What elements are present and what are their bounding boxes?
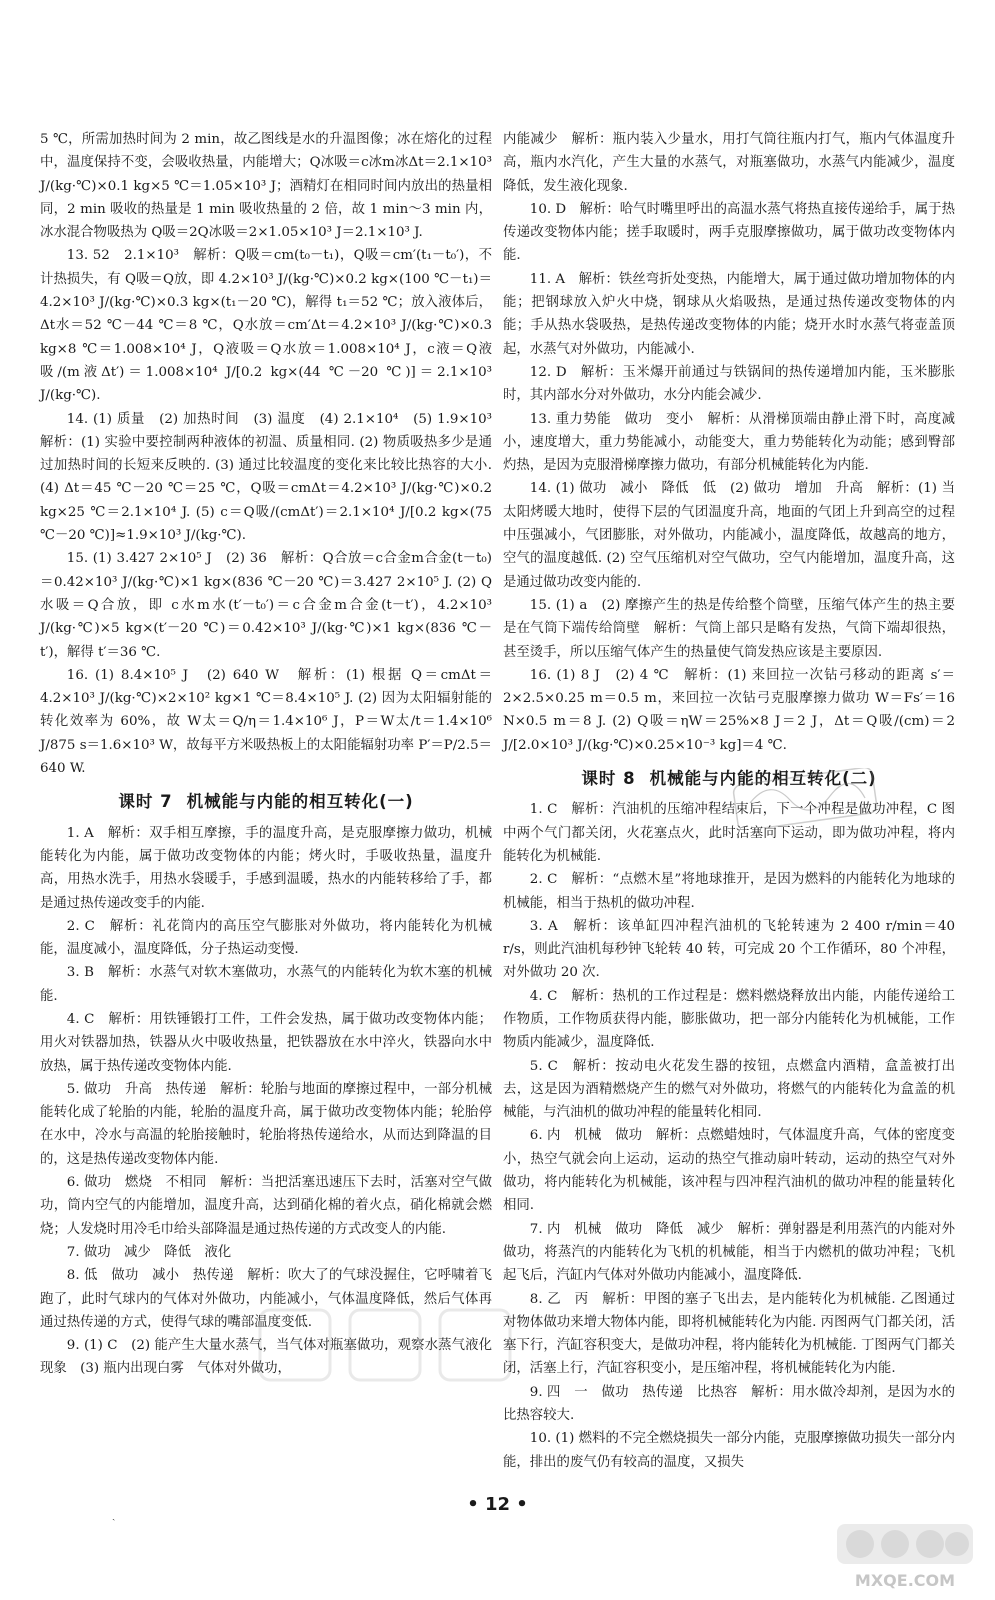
answer-paragraph: 9. 四 一 做功 热传递 比热容 解析：用水做冷却剂，是因为水的比热容较大. bbox=[503, 1384, 955, 1424]
answer-paragraph: 6. 内 机械 做功 解析：点燃蜡烛时，气体温度升高，气体的密度变小，热空气就会向上运动，运动的热空气推动扇叶转动，运动的热空气对外做功，将内能转化为机械能，该冲程与四冲程汽油机的做功冲程的能量转化相同. bbox=[503, 1128, 955, 1214]
answer-paragraph: 15. (1) 3.427 2×10⁵ J (2) 36 解析：Q合放＝c合金m合金(t－t₀)＝0.42×10³ J/(kg·℃)×1 kg×(836 ℃－20 ℃)＝3.427 2×10⁵ J. (2) Q水吸＝Q合放，即 c水m水(t′－t₀′)＝c合金m合金(t－t′)，4.2×10³ J/(kg·℃)×5 kg×(t′－20 ℃)＝0.42×10³ J/(kg·℃)×1 kg×(836 ℃－t′)，解得 t′＝36 ℃. bbox=[40, 551, 492, 660]
answer-paragraph: 7. 内 机械 做功 降低 减少 解析：弹射器是利用蒸汽的内能对外做功，将蒸汽的内能转化为飞机的机械能，相当于内燃机的做功冲程；飞机起飞后，汽缸内气体对外做功内能减小，温度降低. bbox=[503, 1221, 955, 1284]
site-watermark-logo bbox=[835, 1522, 975, 1592]
answer-paragraph: 10. D 解析：哈气时嘴里呼出的高温水蒸气将热直接传递给手，属于热传递改变物体内能；搓手取暖时，两手克服摩擦做功，属于做功改变物体内能. bbox=[503, 201, 955, 264]
section-title: 机械能与内能的相互转化(二) bbox=[649, 769, 877, 789]
answer-paragraph: 5 ℃，所需加热时间为 2 min，故乙图线是水的升温图像；冰在熔化的过程中，温度保持不变，会吸收热量，内能增大；Q冰吸＝c冰m冰Δt＝2.1×10³ J/(kg·℃)×0.1 kg×5 ℃＝1.05×10³ J；酒精灯在相同时间内放出的热量相同，2 min 吸收的热量是 1 min 吸收热量的 2 倍，故 1 min～3 min 内，冰水混合物吸热为 Q吸＝2Q冰吸＝2×1.05×10³ J＝2.1×10³ J. bbox=[40, 132, 492, 241]
handwritten-stamp-graphic bbox=[730, 768, 880, 828]
scan-mark: ˎ bbox=[112, 1510, 116, 1521]
answer-paragraph: 5. 做功 升高 热传递 解析：轮胎与地面的摩擦过程中，一部分机械能转化成了轮胎的内能，轮胎的温度升高，属于做功改变物体内能；轮胎停在水中，冷水与高温的轮胎接触时，轮胎将热传递给水，从而达到降温的目的，这是热传递改变物体内能. bbox=[40, 1081, 492, 1167]
answer-paragraph: 8. 乙 丙 解析：甲图的塞子飞出去，是内能转化为机械能. 乙图通过对物体做功来增大物体内能，即将机械能转化为内能. 丙图两气门都关闭，活塞下行，汽缸容积变大，是做功冲程，将内能转化为机械能. 丁图两气门都关闭，活塞上行，汽缸容积变小，是压缩冲程，将机械能转化为内能. bbox=[503, 1291, 955, 1377]
answer-paragraph: 11. A 解析：铁丝弯折处变热，内能增大，属于通过做功增加物体的内能；把钢球放入炉火中烧，钢球从火焰吸热，是通过热传递改变物体的内能；手从热水袋吸热，是热传递改变物体的内能；烧开水时水蒸气将壶盖顶起，水蒸气对外做功，内能减小. bbox=[503, 271, 955, 357]
answer-paragraph: 8. 低 做功 减小 热传递 解析：吹大了的气球没握住，它呼啸着飞跑了，此时气球内的气体对外做功，内能减小，气体温度降低，然后气体再通过热传递的方式，使得气球的嘴部温度变低. bbox=[40, 1268, 492, 1330]
page-number: • 12 • bbox=[467, 1494, 528, 1515]
right-column bbox=[503, 128, 955, 1474]
left-column bbox=[40, 128, 506, 1381]
answer-paragraph: 14. (1) 做功 减小 降低 低 (2) 做功 增加 升高 解析：(1) 当太阳烤暖大地时，使得下层的气团温度升高，地面的气团上升到高空的过程中压强减小，气团膨胀，对外做功，内能减小，温度降低，故越高的地方，空气的温度越低. (2) 空气压缩机对空气做功，空气内能增加，温度升高，这是通过做功改变内能的. bbox=[503, 481, 955, 590]
answer-paragraph: 5. C 解析：按动电火花发生器的按钮，点燃盒内酒精，盒盖被打出去，这是因为酒精燃烧产生的燃气对外做功，将燃气的内能转化为盒盖的机械能，与汽油机的做功冲程的能量转化相同. bbox=[503, 1058, 955, 1121]
section-label: 课时 8 bbox=[581, 769, 636, 789]
center-watermark-graphic bbox=[250, 1300, 530, 1390]
answer-paragraph: 13. 重力势能 做功 变小 解析：从滑梯顶端由静止滑下时，高度减小，速度增大，重力势能减小，动能变大，重力势能转化为动能；感到臀部灼热，是因为克服滑梯摩擦力做功，有部分机械能转化为内能. bbox=[503, 411, 955, 474]
answer-paragraph: 14. (1) 质量 (2) 加热时间 (3) 温度 (4) 2.1×10⁴ (5) 1.9×10³ 解析：(1) 实验中要控制两种液体的初温、质量相同. (2) 物质吸热多少是通过加热时间的长短来反映的. (3) 通过比较温度的变化来比较比热容的大小. (4) Δt＝45 ℃－20 ℃＝25 ℃，Q吸＝cmΔt＝4.2×10³ J/(kg·℃)×0.2 kg×25 ℃＝2.1×10⁴ J. (5) c＝Q吸/(cmΔt′)＝2.1×10⁴ J/[0.2 kg×(75 ℃－20 ℃)]≈1.9×10³ J/(kg·℃). bbox=[40, 411, 506, 544]
answer-paragraph: 16. (1) 8.4×10⁵ J (2) 640 W 解析：(1) 根据 Q＝cmΔt＝4.2×10³ J/(kg·℃)×2×10² kg×1 ℃＝8.4×10⁵ J. (2) 因为太阳辐射能的转化效率为 60%，故 W太＝Q/η＝1.4×10⁶ J，P＝W太/t＝1.4×10⁶ J/875 s＝1.6×10³ W，故每平方米吸热板上的太阳能辐射功率 P′＝P/2.5＝640 W. bbox=[40, 667, 492, 777]
answer-paragraph: 1. C 解析：汽油机的压缩冲程结束后，下一个冲程是做功冲程，C 图中两个气门都关闭，火花塞点火，此时活塞向下运动，即为做功冲程，将内能转化为机械能. bbox=[503, 802, 955, 864]
answer-paragraph: 9. (1) C (2) 能产生大量水蒸气，当气体对瓶塞做功，观察水蒸气液化现象 (3) 瓶内出现白雾 气体对外做功， bbox=[40, 1338, 492, 1377]
answer-paragraph: 内能减少 解析：瓶内装入少量水，用打气筒往瓶内打气，瓶内气体温度升高，瓶内水汽化，产生大量的水蒸气，对瓶塞做功，水蒸气内能减少，温度降低，发生液化现象. bbox=[503, 132, 955, 194]
answer-paragraph: 16. (1) 8 J (2) 4 ℃ 解析：(1) 来回拉一次钻弓移动的距离 s′＝2×2.5×0.25 m＝0.5 m，来回拉一次钻弓克服摩擦力做功 W＝Fs′＝16 N×0.5 m＝8 J. (2) Q吸＝ηW＝25%×8 J＝2 J，Δt＝Q吸/(cm)＝2 J/[2.0×10³ J/(kg·℃)×0.25×10⁻³ kg]＝4 ℃. bbox=[503, 667, 955, 753]
answer-paragraph: 10. (1) 燃料的不完全燃烧损失一部分内能，克服摩擦做功损失一部分内能，排出的废气仍有较高的温度，又损失 bbox=[503, 1431, 955, 1470]
answer-paragraph: 12. D 解析：玉米爆开前通过与铁锅间的热传递增加内能，玉米膨胀时，其内部水分对外做功，水分内能会减少. bbox=[503, 364, 955, 404]
watermark-text: MXQE.COM bbox=[854, 1571, 956, 1590]
answer-paragraph: 6. 做功 燃烧 不相同 解析：当把活塞迅速压下去时，活塞对空气做功，筒内空气的内能增加，温度升高，达到硝化棉的着火点，硝化棉就会燃烧；人发烧时用冷毛巾给头部降温是通过热传递的方式改变人的内能. bbox=[40, 1175, 492, 1237]
answer-paragraph: 2. C 解析：礼花筒内的高压空气膨胀对外做功，将内能转化为机械能，温度减小，温度降低，分子热运动变慢. bbox=[40, 918, 492, 958]
section-label: 课时 7 bbox=[118, 792, 173, 812]
answer-paragraph: 3. B 解析：水蒸气对软木塞做功，水蒸气的内能转化为软木塞的机械能. bbox=[40, 965, 492, 1004]
answer-paragraph: 2. C 解析：“点燃木星”将地球推开，是因为燃料的内能转化为地球的机械能，相当于热机的做功冲程. bbox=[503, 872, 955, 911]
answer-paragraph: 3. A 解析：该单缸四冲程汽油机的飞轮转速为 2 400 r/min＝40 r/s，则此汽油机每秒钟飞轮转 40 转，可完成 20 个工作循环，80 个冲程，对外做功 20 次. bbox=[503, 918, 955, 981]
answer-paragraph: 4. C 解析：用铁锤锻打工件，工件会发热，属于做功改变物体内能；用火对铁器加热，铁器从火中吸收热量，把铁器放在水中淬火，铁器向水中放热，属于热传递改变物体内能. bbox=[40, 1011, 492, 1074]
answer-paragraph: 15. (1) a (2) 摩擦产生的热是传给整个筒壁，压缩气体产生的热主要是在气筒下端传给筒壁 解析：气筒上部只是略有发热，气筒下端却很热，甚至烫手，所以压缩气体产生的热量使气筒发热应该是主要原因. bbox=[503, 597, 955, 660]
answer-paragraph: 4. C 解析：热机的工作过程是：燃料燃烧释放出内能，内能传递给工作物质，工作物质获得内能，膨胀做功，把一部分内能转化为机械能，工作物质内能减少，温度降低. bbox=[503, 988, 955, 1051]
section-heading bbox=[503, 767, 955, 790]
section-title: 机械能与内能的相互转化(一) bbox=[186, 792, 414, 812]
answer-paragraph: 13. 52 2.1×10³ 解析：Q吸＝cm(t₀－t₁)，Q吸＝cm′(t₁－t₀′)，不计热损失，有 Q吸＝Q放，即 4.2×10³ J/(kg·℃)×0.2 kg×(100 ℃－t₁)＝4.2×10³ J/(kg·℃)×0.3 kg×(t₁－20 ℃)，解得 t₁＝52 ℃；放入液体后，Δt水＝52 ℃－44 ℃＝8 ℃，Q水放＝cm′Δt＝4.2×10³ J/(kg·℃)×0.3 kg×8 ℃＝1.008×10⁴ J，Q液吸＝Q水放＝1.008×10⁴ J，c液＝Q液吸/(m液Δt′)＝1.008×10⁴ J/[0.2 kg×(44 ℃－20 ℃)]＝2.1×10³ J/(kg·℃). bbox=[40, 248, 492, 404]
answer-paragraph: 7. 做功 减少 降低 液化 bbox=[66, 1244, 232, 1260]
answer-paragraph: 1. A 解析：双手相互摩擦，手的温度升高，是克服摩擦力做功，机械能转化为内能，属于做功改变物体的内能；烤火时，手吸收热量，温度升高，用热水洗手，用热水袋暖手，手感到温暖，热水的内能转移给了手，都是通过热传递改变手的内能. bbox=[40, 825, 492, 911]
section-heading bbox=[40, 790, 492, 813]
